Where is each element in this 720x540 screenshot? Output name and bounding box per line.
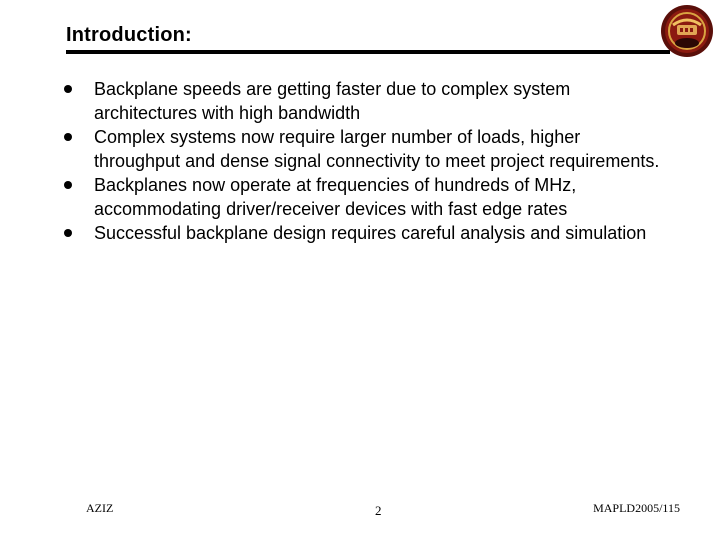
- bullet-item: [64, 77, 664, 125]
- bullet-text: Complex systems now require larger number of loads, higher throughput and dense signal connectivity to meet project requirements.: [94, 127, 660, 171]
- footer-author: AZIZ: [86, 501, 114, 515]
- bullet-text: Backplane speeds are getting faster due to complex system architectures with high bandwidth: [94, 79, 571, 123]
- bullet-dot-icon: [64, 133, 72, 141]
- bullet-dot-icon: [64, 181, 72, 189]
- conference-logo-icon: [659, 3, 715, 59]
- bullet-list: [64, 77, 664, 245]
- title-underline: [66, 50, 670, 54]
- footer-page-number: 2: [375, 503, 382, 518]
- footer-conference: MAPLD2005/115: [593, 501, 680, 515]
- bullet-text: Backplanes now operate at frequencies of hundreds of MHz, accommodating driver/receiver devices with fast edge rates: [94, 175, 577, 219]
- bullet-dot-icon: [64, 85, 72, 93]
- bullet-item: [64, 125, 664, 173]
- bullet-item: [64, 173, 664, 221]
- bullet-dot-icon: [64, 229, 72, 237]
- slide-title: Introduction:: [66, 24, 192, 46]
- bullet-item: [64, 221, 664, 245]
- bullet-text: Successful backplane design requires careful analysis and simulation: [94, 223, 647, 243]
